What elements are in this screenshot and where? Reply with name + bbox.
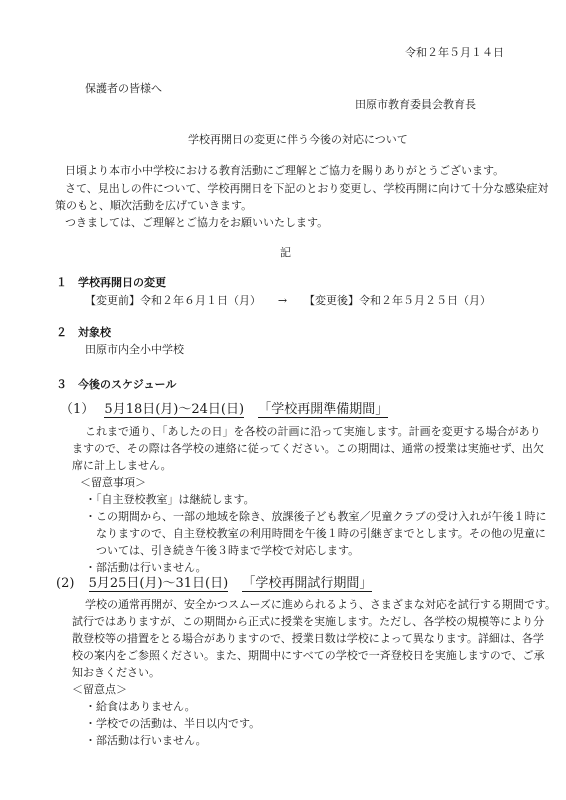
subsection1-body-line: 席に計上しません。 [72,459,172,472]
section1-heading: １ 学校再開日の変更 [56,276,166,289]
document-date: 令和２年５月１４日 [405,46,504,59]
intro-line: 策のもと、順次活動を広げていきます。 [55,199,253,212]
addressee: 保護者の皆様へ [85,82,162,95]
subsection1-name: 「学校再開準備期間」 [258,402,389,417]
note-item: ・部活動は行いません。 [85,561,207,574]
before-label: 【変更前】 [85,294,140,307]
intro-line: 日頃より本市小中学校における教育活動にご理解とご協力を賜りありがとうございます。 [65,164,505,177]
subsection1-period: 5月18日(月)～24日(日) [104,402,245,417]
note-item: ・給食はありません。 [85,700,196,713]
subsection2-number: (2) [56,576,75,591]
subsection1-body-line: ますので、その際は各学校の連絡に従ってください。この期間は、通常の授業は実施せず、出欠 [72,442,544,455]
before-date: 令和２年６月１日（月） [140,294,261,307]
subsection1-number: （1） [60,402,95,417]
subsection2-notes-label: ＜留意点＞ [72,683,127,696]
subsection2-body-line: 知おきください。 [72,666,160,679]
note-item-cont: ついては、引き続き午後３時まで学校で対応します。 [85,544,360,557]
subsection1-body-line: これまで通り、「あしたの日」を各校の計画に沿って実施します。計画を変更する場合があり [85,425,541,438]
date-change-row [85,292,491,310]
section3-heading: ３ 今後のスケジュール [56,378,177,391]
document-title: 学校再開日の変更に伴う今後の対応について [188,133,408,146]
arrow-icon: → [277,294,288,307]
ki-heading: 記 [280,246,291,259]
section2-body: 田原市内全小中学校 [85,343,184,356]
note-item: ・部活動は行いません。 [85,734,207,747]
subsection2-name: 「学校再開試行期間」 [242,576,373,591]
subsection1-heading [60,400,388,420]
after-label: 【変更後】 [304,294,359,307]
note-item-cont: なりますので、自主登校教室の利用時間を午後１時の引継ぎまでとします。その他の児童に [85,527,546,540]
subsection2-heading [56,574,372,594]
intro-line: さて、見出しの件について、学校再開日を下記のとおり変更し、学校再開に向けて十分な感染症対 [65,182,549,195]
note-item: ・学校での活動は、半日以内です。 [85,717,261,730]
sender: 田原市教育委員会教育長 [355,98,476,111]
note-item: ・この期間から、一部の地域を除き、放課後子ども教室／児童クラブの受け入れが午後１時に [85,510,547,523]
subsection2-period: 5月25日(月)～31日(日) [88,576,229,591]
subsection2-body-line: 学校の通常再開が、安全かつスムーズに進められるよう、さまざまな対応を試行する期間です。 [85,598,557,611]
section2-heading: ２ 対象校 [56,326,111,339]
note-item: ・「自主登校教室」は継続します。 [85,493,255,506]
subsection2-body-line: 校の案内をご参照ください。また、期間中にすべての学校で一斉登校日を実施しますので、ご承 [72,649,545,662]
subsection1-notes-label: ＜留意事項＞ [80,476,146,489]
intro-line: つきましては、ご理解とご協力をお願いいたします。 [65,216,329,229]
subsection2-body-line: 試行ではありますが、この期間から正式に授業を実施します。ただし、各学校の規模等により分 [72,615,545,628]
after-date: 令和２年５月２５日（月） [359,294,491,307]
subsection2-body-line: 散登校等の措置をとる場合がありますので、授業日数は学校によって異なります。詳細は、各学 [72,632,544,645]
